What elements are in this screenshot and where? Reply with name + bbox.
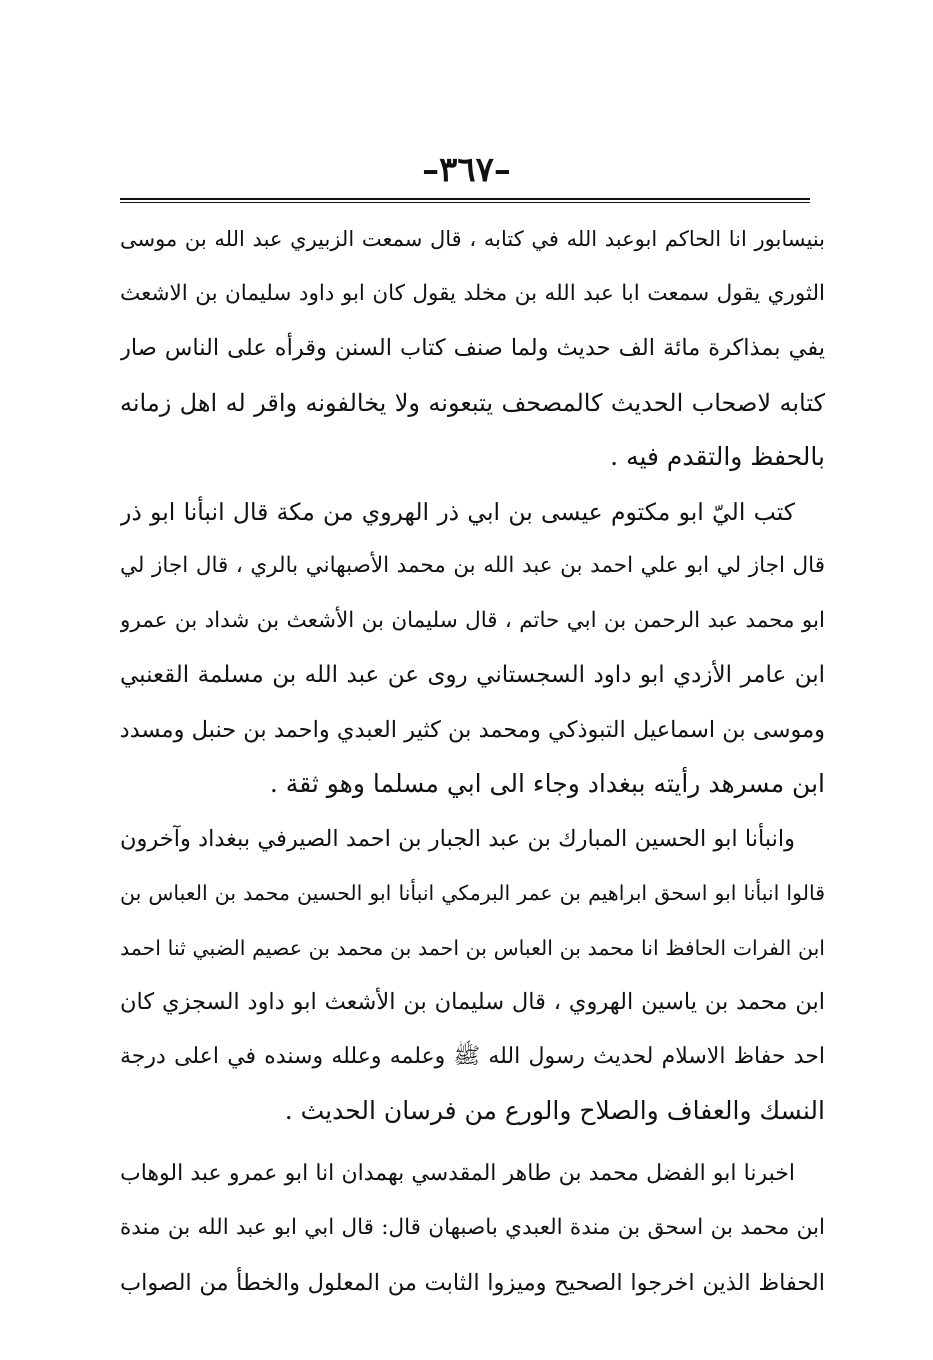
text-line: وموسى بن اسماعيل التبوذكي ومحمد بن كثير العبدي واحمد بن حنبل ومسدد <box>120 716 825 743</box>
text-line: الحفاظ الذين اخرجوا الصحيح وميزوا الثابت من المعلول والخطأ من الصواب <box>120 1269 825 1296</box>
page-number: –٣٦٧– <box>422 150 511 190</box>
body-text <box>120 212 825 1310</box>
text-line: ابن مسرهد رأيته ببغداد وجاء الى ابي مسلما وهو ثقة . <box>269 769 825 798</box>
text-line: قالوا انبأنا ابو اسحق ابراهيم بن عمر البرمكي انبأنا ابو الحسين محمد بن العباس بن <box>120 881 825 905</box>
paragraph-4 <box>120 1147 825 1311</box>
paragraph-gap <box>120 1139 825 1147</box>
text-line: كتابه لاصحاب الحديث كالمصحف يتبعونه ولا يخالفونه واقر له اهل زمانه <box>120 388 825 417</box>
text-line: ابن الفرات الحافظ انا محمد بن العباس بن احمد بن محمد بن عصيم الضبي ثنا احمد <box>120 935 825 960</box>
text-line: اخبرنا ابو الفضل محمد بن طاهر المقدسي بهمدان انا ابو عمرو عبد الوهاب <box>120 1160 795 1186</box>
header-rule <box>120 198 810 203</box>
paragraph-2 <box>120 485 825 812</box>
text-line: احد حفاظ الاسلام لحديث رسول الله ﷺ وعلمه وعلله وسنده في اعلى درجة <box>120 1043 825 1069</box>
text-line: الثوري يقول سمعت ابا عبد الله بن مخلد يقول كان ابو داود سليمان بن الاشعث <box>120 280 825 306</box>
text-line: ابن محمد بن اسحق بن مندة العبدي باصبهان قال: قال ابي ابو عبد الله بن مندة <box>120 1215 825 1240</box>
text-line: قال اجاز لي ابو علي احمد بن عبد الله بن محمد الأصبهاني بالري ، قال اجاز لي <box>120 553 825 578</box>
text-line: ابن عامر الأزدي ابو داود السجستاني روى عن عبد الله بن مسلمة القعنبي <box>120 662 825 688</box>
text-line: النسك والعفاف والصلاح والورع من فرسان الحديث . <box>284 1096 825 1125</box>
paragraph-1 <box>120 212 825 485</box>
text-line: يفي بمذاكرة مائة الف حديث ولما صنف كتاب السنن وقرأه على الناس صار <box>120 335 825 361</box>
text-line: بنيسابور انا الحاكم ابوعبد الله في كتابه ، قال سمعت الزبيري عبد الله بن موسى <box>120 227 825 251</box>
paragraph-3 <box>120 812 825 1139</box>
text-line: ابو محمد عبد الرحمن بن ابي حاتم ، قال سليمان بن الأشعث بن شداد بن عمرو <box>120 607 825 633</box>
text-line: وانبأنا ابو الحسين المبارك بن عبد الجبار بن احمد الصيرفي ببغداد وآخرون <box>120 825 795 852</box>
text-line: ابن محمد بن ياسين الهروي ، قال سليمان بن الأشعث ابو داود السجزي كان <box>120 989 825 1015</box>
text-line: كتب اليّ ابو مكتوم عيسى بن ابي ذر الهروي من مكة قال انبأنا ابو ذر <box>120 497 795 526</box>
text-line: بالحفظ والتقدم فيه . <box>610 442 825 471</box>
